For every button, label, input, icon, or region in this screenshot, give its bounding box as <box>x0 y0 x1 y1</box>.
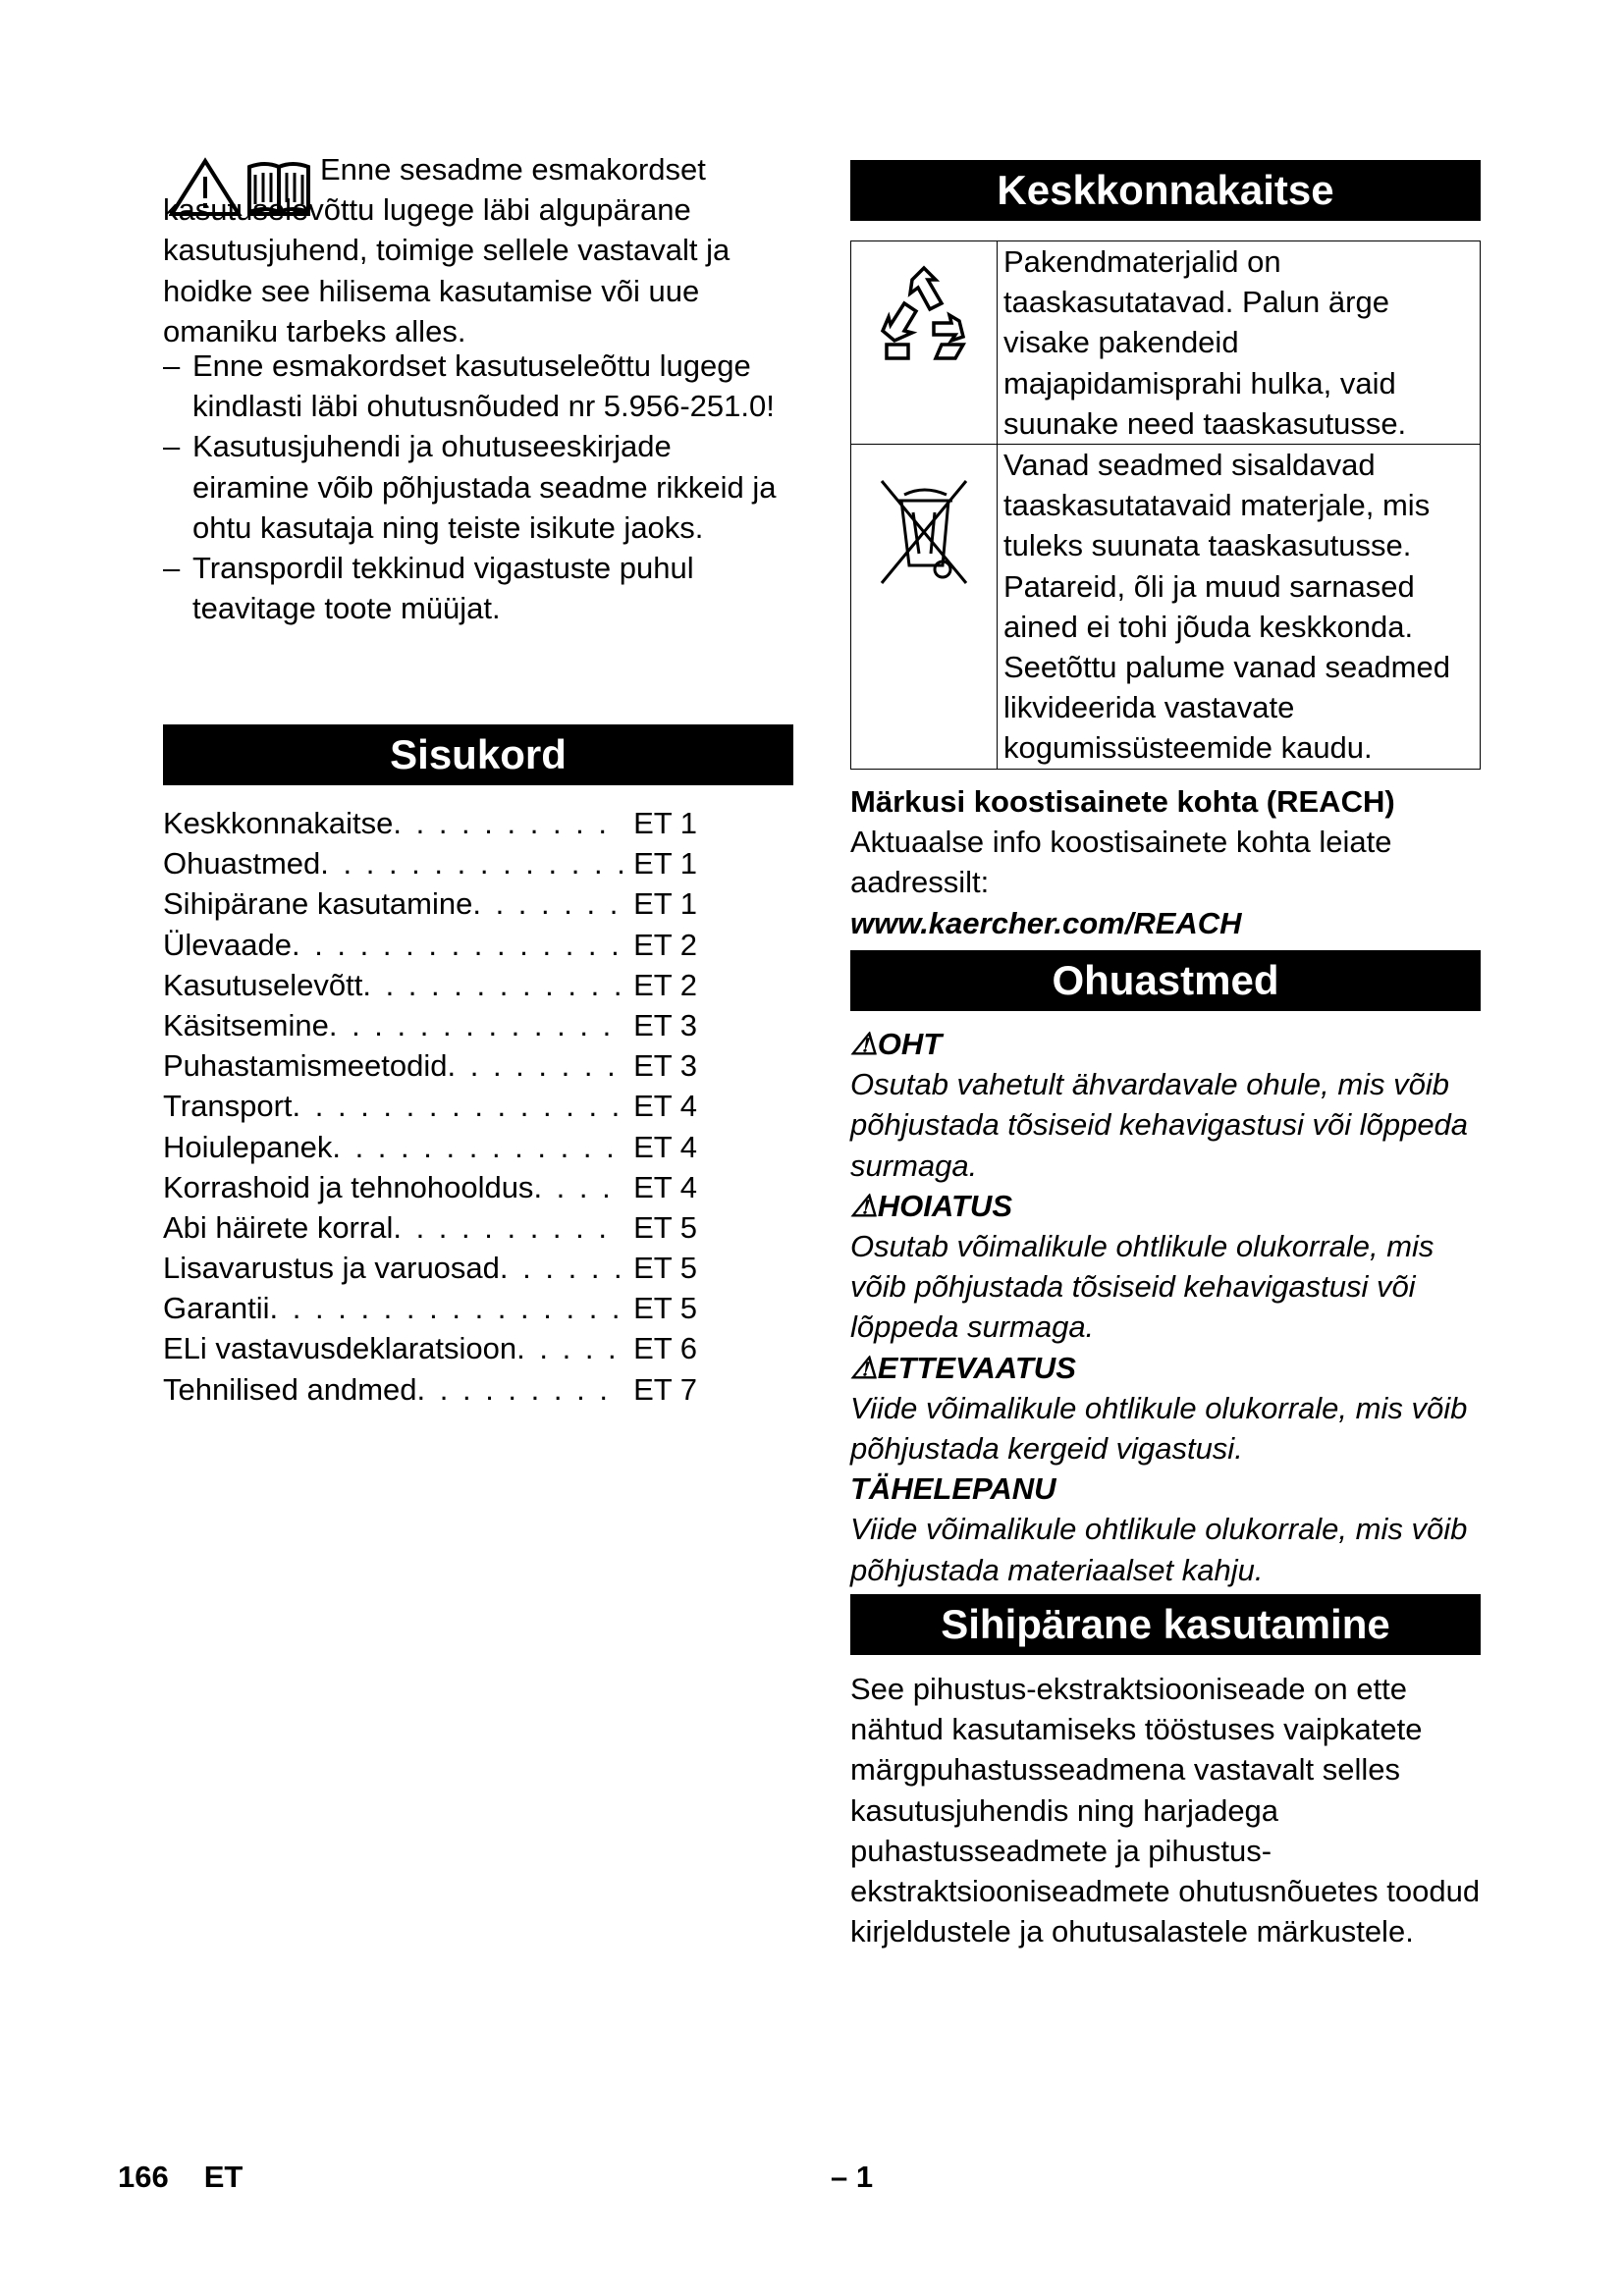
language-code: ET <box>203 2160 244 2194</box>
list-item: – Kasutusjuhendi ja ohutuseeskirjade eiramine võib põhjustada seadme rikkeid ja ohtu kasutaja ning teiste isikute jaoks. <box>163 429 777 545</box>
table-of-contents <box>163 803 697 1410</box>
hazard-label: ⚠ETTEVAATUS <box>850 1350 1076 1385</box>
reach-url[interactable]: www.kaercher.com/REACH <box>850 905 1242 940</box>
intended-use-text: See pihustus-ekstraktsiooniseade on ette nähtud kasutamiseks tööstuses vaipkatete märgpuhastusseadmena vastavalt selles kasutusjuhendis ning harjadega puhastusseadmete ja pihustus-ekstraktsiooniseadmete ohutusnõuetes toodud kirjeldustele ja ohutusalastele märkustele. <box>850 1672 1481 1949</box>
toc-row[interactable]: Hoiulepanek . . . ET 4 <box>163 1127 697 1167</box>
crossed-bin-icon <box>870 467 978 595</box>
warning-triangle-icon: ⚠ <box>850 1350 878 1385</box>
intended-use-heading: Sihipärane kasutamine <box>850 1594 1481 1655</box>
toc-row[interactable]: Käsitsemine . . . ET 3 <box>163 1005 697 1045</box>
recycling-icon <box>865 260 983 378</box>
intro-paragraph: Enne sesadme esmakordset kasutuselevõttu lugege läbi algupärane kasutusjuhend, toimige sellele vastavalt ja hoidke see hilisema kasutamise või uue omaniku tarbeks alles. <box>163 152 731 348</box>
toc-row[interactable]: Lisavarustus ja varuosad . . . ET 5 <box>163 1248 697 1288</box>
toc-row[interactable]: Sihipärane kasutamine . . . ET 1 <box>163 883 697 924</box>
hazard-text: Viide võimalikule ohtlikule olukorrale, mis võib põhjustada materiaalset kahju. <box>850 1512 1468 1587</box>
warning-triangle-icon: ⚠ <box>850 1188 878 1223</box>
toc-row[interactable]: Korrashoid ja tehnohooldus . . . ET 4 <box>163 1167 697 1207</box>
reach-text: Aktuaalse info koostisainete kohta leiate aadressilt: <box>850 825 1392 900</box>
environment-table <box>850 240 1481 770</box>
section-page-number: – 1 <box>831 2160 874 2194</box>
toc-heading: Sisukord <box>163 724 793 785</box>
hazard-text: Osutab võimalikule ohtlikule olukorrale, mis võib põhjustada tõsiseid kehavigastusi või lõppeda surmaga. <box>850 1229 1435 1345</box>
packaging-text: Pakendmaterjalid on taaskasutatavad. Palun ärge visake pakendeid majapidamisprahi hulka, vaid suunake need taaskasutusse. <box>998 241 1481 445</box>
hazards-heading: Ohuastmed <box>850 950 1481 1011</box>
toc-row[interactable]: Tehnilised andmed . . . ET 7 <box>163 1369 697 1410</box>
hazard-text: Osutab vahetult ähvardavale ohule, mis võib põhjustada tõsiseid kehavigastusi või lõppeda surmaga. <box>850 1067 1469 1183</box>
hazard-levels <box>850 1024 1481 1590</box>
toc-row[interactable]: Ülevaade . . . ET 2 <box>163 925 697 965</box>
toc-row[interactable]: Ohuastmed . . . ET 1 <box>163 843 697 883</box>
hazard-label: TÄHELEPANU <box>850 1471 1056 1507</box>
toc-row[interactable]: Garantii . . . ET 5 <box>163 1288 697 1328</box>
toc-row[interactable]: Abi häirete korral . . . ET 5 <box>163 1207 697 1248</box>
environment-heading: Keskkonnakaitse <box>850 160 1481 221</box>
intro-list <box>163 346 793 628</box>
hazard-text: Viide võimalikule ohtlikule olukorrale, mis võib põhjustada kergeid vigastusi. <box>850 1390 1468 1467</box>
toc-row[interactable]: ELi vastavusdeklaratsioon . . . ET 6 <box>163 1328 697 1368</box>
recycling-cell <box>851 241 998 445</box>
list-item: – Enne esmakordset kasutuseleõttu lugege kindlasti läbi ohutusnõuded nr 5.956-251.0! <box>163 348 775 424</box>
reach-title: Märkusi koostisainete kohta (REACH) <box>850 784 1395 819</box>
page-number: 166 ET <box>118 2160 244 2194</box>
list-item: – Transpordil tekkinud vigastuste puhul teavitage toote müüjat. <box>163 551 694 626</box>
reach-block <box>850 781 1481 943</box>
toc-row[interactable]: Transport . . . ET 4 <box>163 1086 697 1126</box>
wee-cell <box>851 445 998 770</box>
hazard-label: ⚠HOIATUS <box>850 1188 1012 1223</box>
toc-row[interactable]: Kasutuselevõtt . . . ET 2 <box>163 965 697 1005</box>
toc-row[interactable]: Keskkonnakaitse . . . ET 1 <box>163 803 697 843</box>
hazard-label: ⚠OHT <box>850 1027 943 1061</box>
toc-row[interactable]: Puhastamismeetodid . . . ET 3 <box>163 1045 697 1086</box>
warning-triangle-icon: ⚠ <box>850 1027 878 1061</box>
old-devices-text: Vanad seadmed sisaldavad taaskasutatavaid materjale, mis tuleks suunata taaskasutusse. Patareid, õli ja muud sarnased ained ei tohi jõuda keskkonda. Seetõttu palume vanad seadmed likvideerida vastavate kogumissüsteemide kaudu. <box>998 445 1481 770</box>
